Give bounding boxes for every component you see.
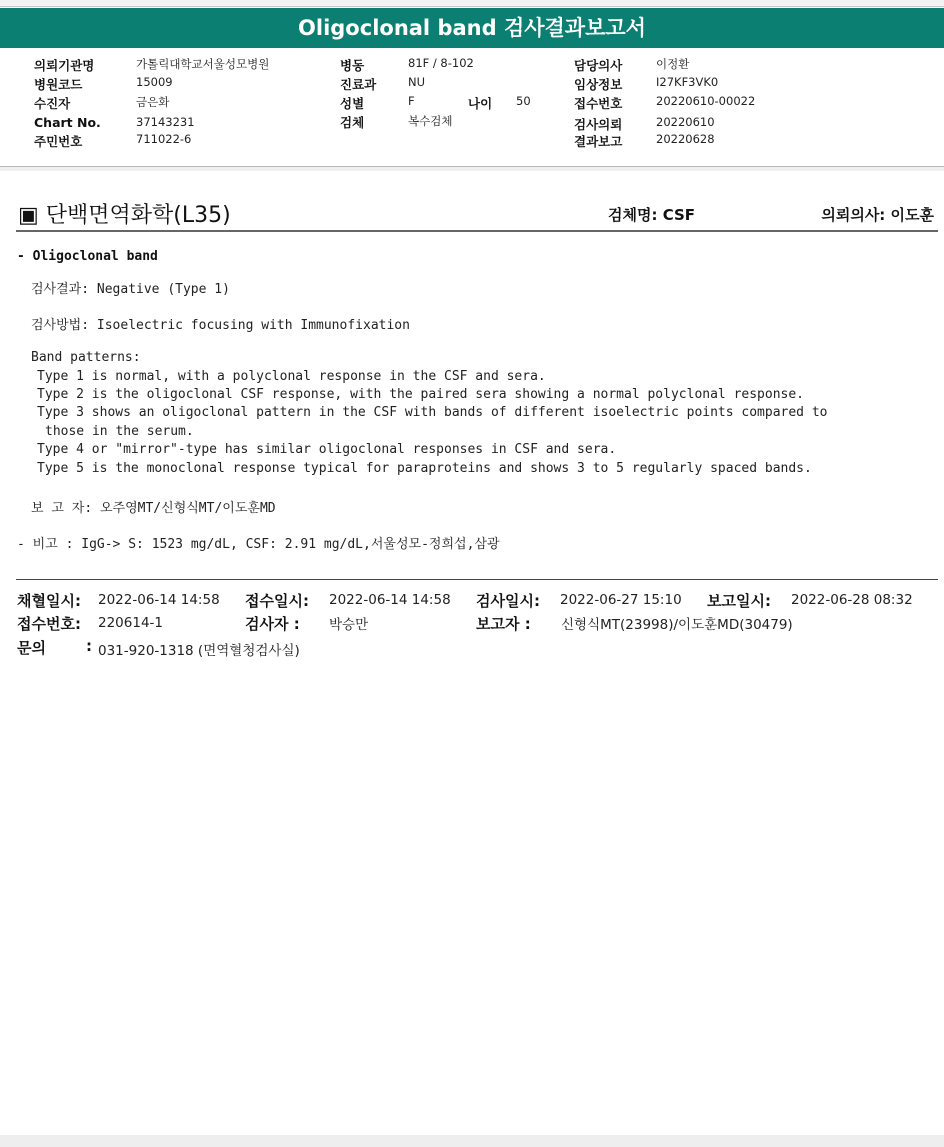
footer-reporter-label: 보고자 :	[476, 615, 531, 633]
clinical-value: I27KF3VK0	[656, 75, 719, 89]
clinical-label: 임상정보	[574, 77, 623, 92]
test-method: 검사방법: Isoelectric focusing with Immunofixation	[31, 318, 410, 333]
specimen-label: 검체	[340, 115, 365, 130]
ward-label: 병동	[340, 58, 365, 73]
sex-label: 성별	[340, 96, 365, 111]
result-value: 20220628	[656, 132, 715, 146]
institution-label: 의뢰기관명	[34, 58, 95, 73]
report-date-label: 보고일시:	[707, 592, 771, 610]
id-label: 주민번호	[34, 134, 83, 149]
contact-label: 문의	[17, 639, 46, 657]
test-date-label: 검사일시:	[476, 592, 540, 610]
section-header	[16, 194, 938, 232]
chart-value: 37143231	[136, 115, 195, 129]
dept-label: 진료과	[340, 77, 377, 92]
pattern-line: Type 5 is the monoclonal response typical for paraproteins and shows 3 to 5 regularly spaced bands.	[37, 461, 812, 476]
dept-value: NU	[408, 75, 426, 89]
test-name: - Oligoclonal band	[17, 249, 158, 264]
pattern-line: Type 2 is the oligoclonal CSF response, with the paired sera showing a normal polyclonal response.	[37, 387, 805, 402]
doctor-label: 담당의사	[574, 58, 623, 73]
report-date-value: 2022-06-28 08:32	[791, 592, 913, 608]
request-value: 20220610	[656, 115, 715, 129]
patient-info-header	[0, 48, 944, 167]
test-result: 검사결과: Negative (Type 1)	[31, 282, 230, 297]
tester-value: 박승만	[329, 617, 369, 633]
pattern-line: Type 1 is normal, with a polyclonal response in the CSF and sera.	[37, 369, 546, 384]
band-patterns-title: Band patterns:	[31, 350, 141, 365]
header-divider	[0, 167, 944, 171]
footer-divider	[16, 579, 938, 580]
sex-value: F	[408, 94, 415, 108]
test-remark: - 비고 : IgG-> S: 1523 mg/dL, CSF: 2.91 mg/dL,서울성모-정희섭,삼광	[17, 537, 500, 552]
receipt-label: 접수번호	[574, 96, 623, 111]
institution-value: 가톨릭대학교서울성모병원	[136, 57, 270, 71]
section-doctor: 의뢰의사: 이도훈	[821, 206, 934, 224]
top-edge	[0, 0, 944, 7]
result-label: 결과보고	[574, 134, 623, 149]
pattern-line: those in the serum.	[45, 424, 194, 439]
patient-label: 수진자	[34, 96, 71, 111]
pattern-line: Type 4 or "mirror"-type has similar oligoclonal responses in CSF and sera.	[37, 442, 617, 457]
receive-value: 2022-06-14 14:58	[329, 592, 451, 608]
contact-separator: :	[86, 637, 92, 655]
section-title: ▣ 단백면역화학(L35)	[18, 203, 231, 228]
pattern-line: Type 3 shows an oligoclonal pattern in the CSF with bands of different isoelectric points compared to	[37, 405, 828, 420]
contact-value: 031-920-1318 (면역혈청검사실)	[98, 643, 300, 659]
footer-receipt-label: 접수번호:	[17, 615, 81, 633]
collect-label: 채혈일시:	[17, 592, 81, 610]
tester-label: 검사자 :	[245, 615, 300, 633]
receive-label: 접수일시:	[245, 592, 309, 610]
specimen-value: 복수검체	[408, 114, 453, 128]
footer-receipt-value: 220614-1	[98, 615, 163, 631]
doctor-value: 이정환	[656, 57, 690, 71]
id-value: 711022-6	[136, 132, 192, 146]
age-value: 50	[516, 94, 531, 108]
hospital-code-label: 병원코드	[34, 77, 83, 92]
collect-value: 2022-06-14 14:58	[98, 592, 220, 608]
chart-label: Chart No.	[34, 115, 101, 130]
age-label: 나이	[468, 96, 493, 111]
patient-value: 금은화	[136, 95, 170, 109]
hospital-code-value: 15009	[136, 75, 173, 89]
request-label: 검사의뢰	[574, 117, 623, 132]
footer-reporter-value: 신형식MT(23998)/이도훈MD(30479)	[561, 617, 793, 633]
test-date-value: 2022-06-27 15:10	[560, 592, 682, 608]
test-reporter: 보 고 자: 오주영MT/신형식MT/이도훈MD	[31, 501, 276, 516]
ward-value: 81F / 8-102	[408, 56, 474, 70]
report-title: Oligoclonal band 검사결과보고서	[0, 8, 944, 48]
receipt-value: 20220610-00022	[656, 94, 756, 108]
section-specimen: 검체명: CSF	[608, 206, 696, 224]
bottom-edge	[0, 1135, 944, 1147]
